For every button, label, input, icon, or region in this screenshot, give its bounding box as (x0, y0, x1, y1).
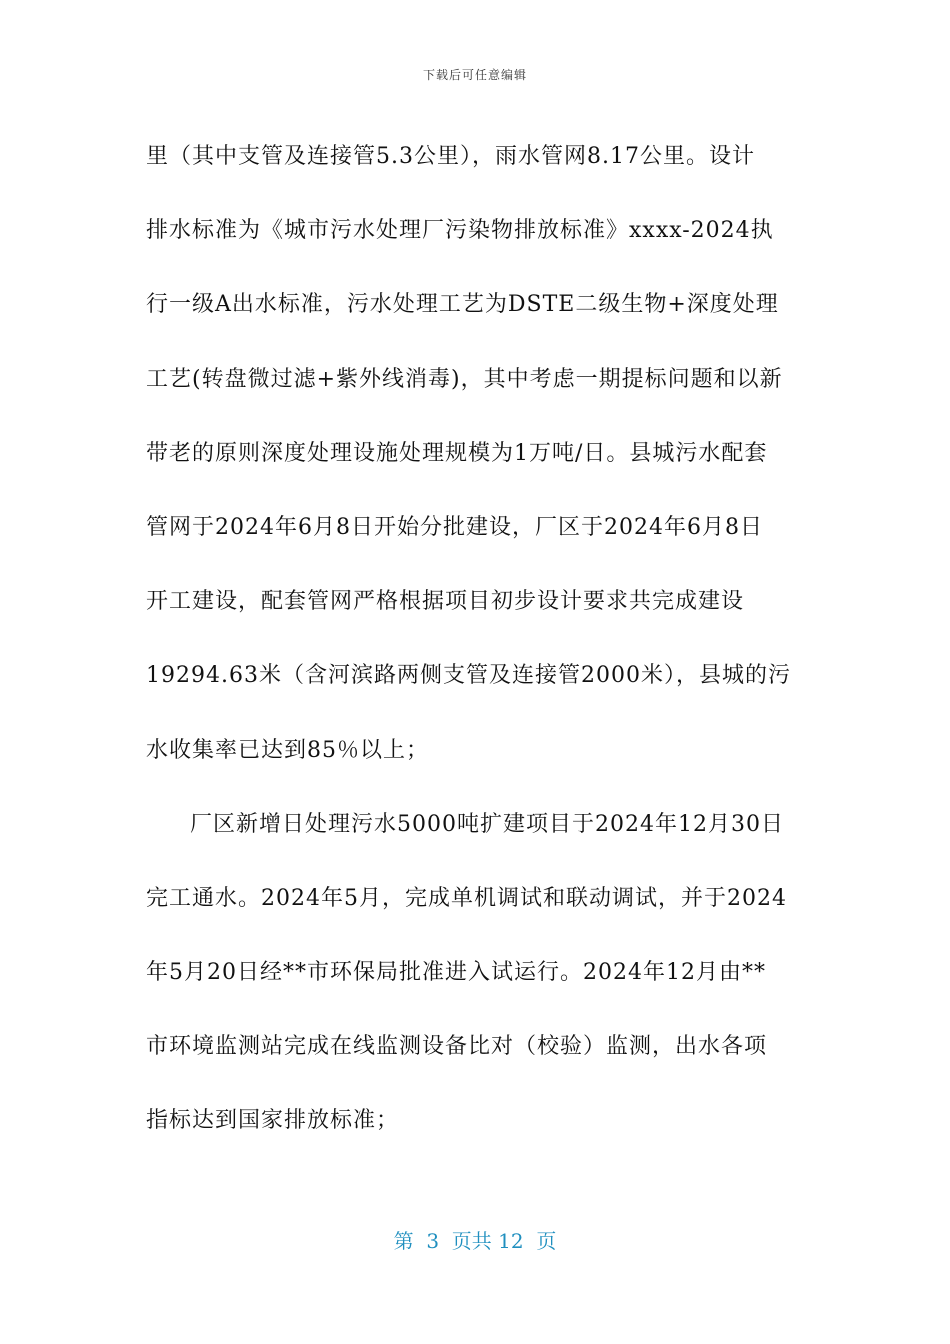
text-line: 管网于2024年6月8日开始分批建设，厂区于2024年6月8日 (146, 514, 763, 540)
paragraph-2 (146, 788, 808, 1159)
text-line: 厂区新增日处理污水5000吨扩建项目于2024年12月30日 (190, 811, 784, 837)
text-line: 工艺(转盘微过滤+紫外线消毒)，其中考虑一期提标问题和以新 (146, 366, 783, 392)
header-note: 下载后可任意编辑 (422, 68, 527, 82)
text-line: 行一级A出水标准，污水处理工艺为DSTE二级生物+深度处理 (146, 292, 779, 318)
text-line: 排水标准为《城市污水处理厂污染物排放标准》xxxx-2024执 (146, 218, 774, 244)
text-line: 年5月20日经**市环保局批准进入试运行。2024年12月由** (146, 960, 766, 986)
text-line: 19294.63米（含河滨路两侧支管及连接管2000米），县城的污 (146, 663, 791, 689)
text-line: 里（其中支管及连接管5.3公里），雨水管网8.17公里。设计 (146, 144, 755, 169)
text-line: 市环境监测站完成在线监测设备比对（校验）监测，出水各项 (146, 1034, 768, 1060)
text-line: 开工建设，配套管网严格根据项目初步设计要求共完成建设 (146, 589, 745, 615)
text-line: 完工通水。2024年5月，完成单机调试和联动调试，并于2024 (146, 885, 787, 911)
page-number-footer: 第 3 页共 12 页 (393, 1229, 557, 1253)
text-line: 水收集率已达到85％以上； (146, 737, 429, 763)
text-line: 带老的原则深度处理设施处理规模为1万吨/日。县城污水配套 (146, 440, 768, 466)
document-body (146, 120, 808, 1159)
paragraph-1 (146, 120, 808, 788)
text-line: 指标达到国家排放标准； (146, 1108, 400, 1134)
